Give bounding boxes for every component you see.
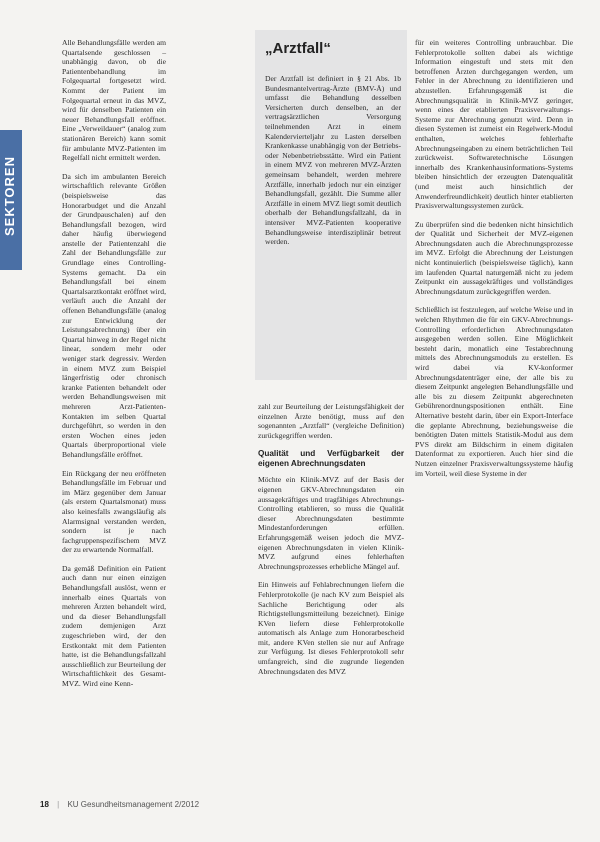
- paragraph: Ein Rückgang der neu eröffneten Behandlungsfälle im Februar und im März gegenüber dem Januar (als erstem Quartalsmonat) muss also keinesfalls zwangsläufig als Alarmsignal verstanden werden, sondern ist je nach fachgruppenspezifischem MVZ der zu erwartende Normalfall.: [62, 468, 166, 555]
- definition-box-text: Der Arztfall ist definiert in § 21 Abs. 1b Bundesmantelvertrag-Ärzte (BMV-Ä) und umfasst die Behandlung desselben Versicherten durch denselben, an der vertragsärztlichen Versorgung teilnehmenden Arzt in einem Kalendervierteljahr zu Lasten derselben Krankenkasse unabhängig von der Betriebs- oder Nebenbetriebsstätte. Wird ein Patient in einem MVZ von mehreren MVZ-Ärzten gemeinsam behandelt, werden mehrere Arztfälle, innerhalb jedoch nur ein einziger Behandlungsfall, gezählt. Die Summe aller Arztfälle in einem MVZ liegt somit deutlich oberhalb der Behandlungsfallzahl, da in intensiver MVZ-Patienten kooperative Behandlungsweise interdisziplinär betreut werden.: [265, 74, 401, 247]
- paragraph: Da gemäß Definition ein Patient auch dann nur einen einzigen Behandlungsfall auslöst, wenn er innerhalb eines Quartals von mehreren Ärzten behandelt wird, und da dieser Behandlungsfall zudem demjenigen Arzt zugeschrieben wird, der den Erstkontakt mit dem Patienten hatte, ist die Behandlungsfallzahl ausschließlich zur Beurteilung der Wirtschaftlichkeit des Gesamt-MVZ. Wird eine Kenn-: [62, 563, 166, 688]
- page-number: 18: [40, 800, 49, 809]
- paragraph: Schließlich ist festzulegen, auf welche Weise und in welchen Rhythmen die für ein GKV-Abrechnungs-Controlling erforderlichen Abrechnungsdaten ausgegeben werden sollen. Eine Möglichkeit besteht darin, monatlich eine Testabrechnung mittels des Abrechnungsmoduls zu erstellen. Es wird dabei via KV-konformer Abrechnungsdatenträger eine, der alle bis zu diesem Zeitpunkt angelegten Behandlungsfälle und alle bis zu diesem Zeitpunkt abgerechneten Gebührenordnungspositionen enthält. Eine Alternative besteht darin, über ein Export-Interface die geplante Abrechnung, beziehungsweise die benötigten Daten mittels Statistik-Modul aus dem PVS direkt am Bildschirm in einem digitalen Datenformat zu exportieren. Auch hier sind die Nutzen einzelner Praxisverwaltungssysteme häufig im Vorteil, weil diese Systeme in der: [415, 305, 573, 478]
- column-right: [415, 38, 573, 487]
- paragraph: zahl zur Beurteilung der Leistungsfähigkeit der einzelnen Ärzte benötigt, muss auf den sogenannten „Arztfall“ (vergleiche Definition) zurückgegriffen werden.: [258, 402, 404, 440]
- footer-separator: |: [57, 800, 60, 809]
- paragraph: für ein weiteres Controlling unbrauchbar. Die Fehlerprotokolle sollten dabei als wichtige Information eingestuft und stets mit den betroffenen Ärzten durchgegangen werden, um Fehler in der Abrechnung zu identifizieren und abzustellen. Erfahrungsgemäß ist die Abrechnungsqualität in Klinik-MVZ geringer, wenn eines der etablierten Praxisverwaltungs-Systeme zur Abrechnung genutzt wird. Denn in diesen Systemen ist zumeist ein Regelwerk-Modul enthalten, welches fehlerhafte Abrechnungseingaben zu einem beträchtlichen Teil zurückweist. Softwaretechnische Lösungen innerhalb des Krankenhausinformations-Systems bleiben hinsichtlich der erzeugten Datenqualität (und meist auch hinsichtlich der Anwenderfreundlichkeit) deutlich hinter etablierten Praxisverwaltungssystemen zurück.: [415, 38, 573, 211]
- publication-name: KU Gesundheitsmanagement 2/2012: [67, 800, 200, 809]
- paragraph: Alle Behandlungsfälle werden am Quartalsende geschlossen – unabhängig davon, ob die Patientenbehandlung im Folgequartal fortgesetzt wird. Kommt der Patient im Folgequartal erneut in das MVZ, wird für denselben Patienten ein neuer Behandlungsfall eröffnet. Eine „Verweildauer“ (analog zum stationären Bereich) kann somit für ambulante MVZ-Patienten im Regelfall nicht ermittelt werden.: [62, 38, 166, 163]
- paragraph: Zu überprüfen sind die bedenken nicht hinsichtlich der Qualität und Sicherheit der MVZ-eigenen Abrechnungsdaten auch die Abrechnungsprozesse im MVZ. Erfolgt die Abrechnung der Leistungen nicht kontinuierlich (beispielsweise täglich), kann im laufenden Quartal naturgemäß nicht zu jedem Zeitpunkt ein aussagekräftiges und vollständiges Abrechnungsdatum zurückgegriffen werden.: [415, 219, 573, 296]
- page-footer: [40, 800, 199, 809]
- paragraph: Ein Hinweis auf Fehlabrechnungen liefern die Fehlerprotokolle (je nach KV zum Beispiel als Sachliche Berichtigung oder als Richtigstellungsmitteilung bezeichnet). Einige KVen liefern diese Fehlerprotokolle automatisch als Anlage zum Honorarbescheid mit, andere KVen stellen sie nur auf Anfrage zur Verfügung. Ist dieses Fehlerprotokoll sehr umfangreich, sind die zugrunde liegenden Abrechnungsdaten des MVZ: [258, 580, 404, 676]
- paragraph: Möchte ein Klinik-MVZ auf der Basis der eigenen GKV-Abrechnungsdaten ein aussagekräftiges und tragfähiges Abrechnungs-Controlling etablieren, so muss die Qualität dieser Abrechnungsdaten bestimmte Mindestanforderungen erfüllen. Erfahrungsgemäß weisen jedoch die MVZ-eigenen Abrechnungsdaten in vielen Klinik-MVZ aufgrund eines fehlerhaften Abrechnungsprozesses erhebliche Mängel auf.: [258, 475, 404, 571]
- section-heading: Qualität und Verfügbarkeit der eigenen Abrechnungsdaten: [258, 449, 404, 469]
- column-left: [62, 38, 166, 698]
- column-middle: [258, 402, 404, 685]
- paragraph: Da sich im ambulanten Bereich wirtschaftlich relevante Größen (beispielsweise das Honorarbudget und die Anzahl der Grundpauschalen) auf den Behandlungsfall bezogen, wird daher häufig überwiegend anstelle der Patientenzahl die Zahl der Behandlungsfälle zur Grundlage eines Controlling-Systems gemacht. Da ein Behandlungsfall bei einem Quartalsarztkontakt eröffnet wird, verläuft auch die Anzahl der offenen Behandlungsfälle (analog zur Entwicklung der Leistungsabrechnung) über ein Quartal hinweg in der Regel nicht linear, sondern mehr oder weniger stark degressiv. Werden in einem MVZ zum Beispiel längerfristig oder chronisch kranke Patienten behandelt oder werden Behandlungsweisen mit mehreren Arzt-Patienten-Kontakten im selben Quartal durchgeführt, so werden in den ersten Wochen eines jeden Quartals überproportional viele Behandlungsfälle eröffnet.: [62, 171, 166, 459]
- definition-box-title: „Arztfall“: [265, 40, 331, 57]
- section-label: SEKTOREN: [2, 156, 17, 236]
